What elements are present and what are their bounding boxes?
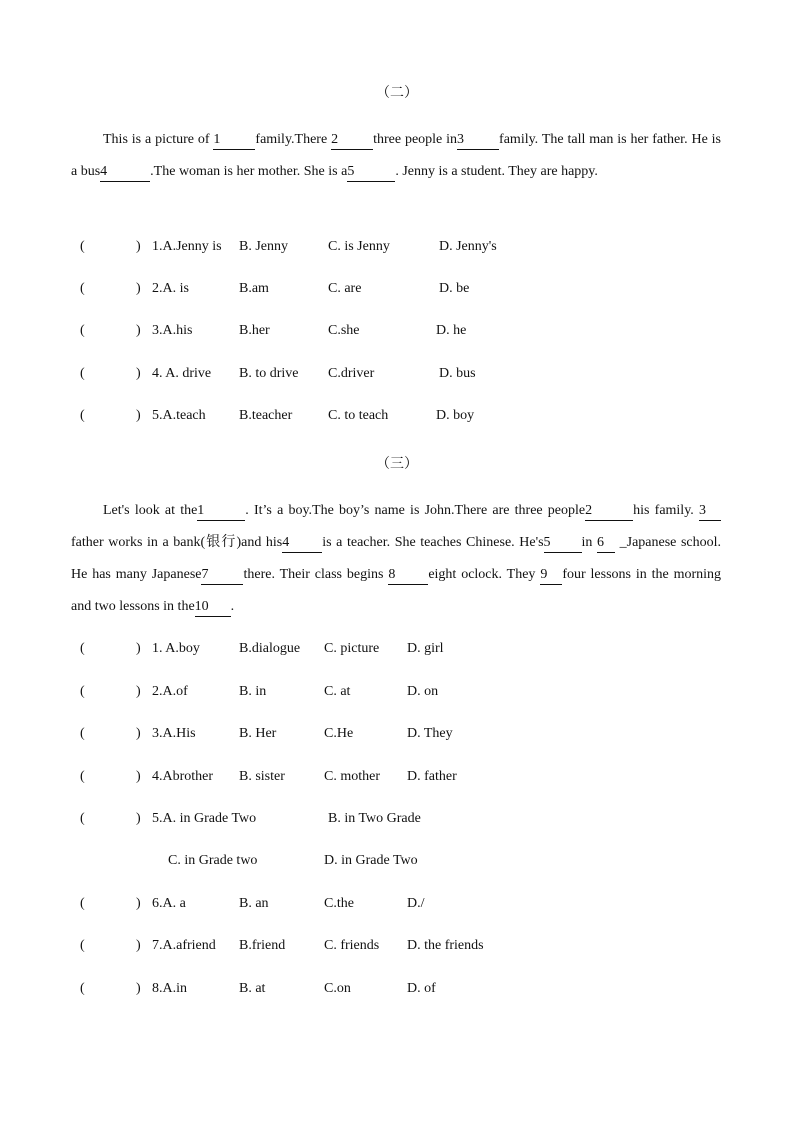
option-c: C. picture xyxy=(324,641,380,656)
answer-paren-right: ) xyxy=(136,938,141,953)
passage-text: This is a picture of xyxy=(103,132,210,147)
option-a: 1. A.boy xyxy=(152,641,200,656)
section-2-title: （二） xyxy=(376,86,418,101)
option-d: D. father xyxy=(407,769,457,784)
passage-text: . Jenny is a student. They are happy. xyxy=(395,164,598,179)
answer-paren-left[interactable]: ( xyxy=(80,684,85,699)
option-c: C.He xyxy=(324,726,354,741)
blank-10[interactable]: 10 xyxy=(195,598,231,617)
answer-paren-right: ) xyxy=(136,281,141,296)
option-c: C. to teach xyxy=(328,408,389,423)
option-a: 4.Abrother xyxy=(152,769,214,784)
option-d: D. boy xyxy=(436,408,475,423)
option-d: D. on xyxy=(407,684,439,699)
option-a: 3.A.his xyxy=(152,323,193,338)
option-a: 3.A.His xyxy=(152,726,196,741)
option-a: 1.A.Jenny is xyxy=(152,239,222,254)
option-b: B. in xyxy=(239,684,267,699)
option-a: 4. A. drive xyxy=(152,366,212,381)
option-b: B. at xyxy=(239,981,266,996)
option-b: B.am xyxy=(239,281,269,296)
option-d: D. the friends xyxy=(407,938,484,953)
option-c: C. at xyxy=(324,684,351,699)
answer-paren-right: ) xyxy=(136,684,141,699)
option-b: B. Her xyxy=(239,726,277,741)
answer-paren-left[interactable]: ( xyxy=(80,323,85,338)
option-b: B.her xyxy=(239,323,270,338)
option-b: B.teacher xyxy=(239,408,293,423)
option-d: D. be xyxy=(439,281,470,296)
option-a: 7.A.afriend xyxy=(152,938,216,953)
passage-text: his family. xyxy=(633,503,694,518)
answer-paren-right: ) xyxy=(136,726,141,741)
passage-text: Let's look at the xyxy=(103,503,198,518)
section-2-passage xyxy=(71,124,721,188)
option-c: C. mother xyxy=(324,769,380,784)
option-a: 8.A.in xyxy=(152,981,187,996)
answer-paren-left[interactable]: ( xyxy=(80,726,85,741)
blank-3[interactable]: 3 xyxy=(457,131,499,150)
answer-paren-left[interactable]: ( xyxy=(80,981,85,996)
answer-paren-left[interactable]: ( xyxy=(80,281,85,296)
answer-paren-left[interactable]: ( xyxy=(80,366,85,381)
option-c: C.she xyxy=(328,323,360,338)
passage-text: in xyxy=(581,535,593,550)
option-d: D. he xyxy=(436,323,467,338)
option-a: 5.A. in Grade Two xyxy=(152,811,257,826)
option-d: D. Jenny's xyxy=(439,239,497,254)
passage-text: three people in xyxy=(373,132,458,147)
passage-text: there. Their class begins xyxy=(243,567,384,582)
answer-paren-left[interactable]: ( xyxy=(80,641,85,656)
passage-text: . xyxy=(230,599,235,614)
option-d: D. bus xyxy=(439,366,476,381)
answer-paren-right: ) xyxy=(136,896,141,911)
answer-paren-left[interactable]: ( xyxy=(80,769,85,784)
option-c: C.driver xyxy=(328,366,375,381)
passage-text: family.There xyxy=(255,132,328,147)
passage-text: _Japanese school. He has many Japanese xyxy=(71,535,722,582)
blank-7[interactable]: 7 xyxy=(201,566,243,585)
option-c: C. is Jenny xyxy=(328,239,390,254)
passage-text: is a teacher. She teaches Chinese. He's xyxy=(322,535,544,550)
answer-paren-right: ) xyxy=(136,408,141,423)
passage-text: father works in a bank(银行)and his xyxy=(71,535,283,550)
option-d: D. They xyxy=(407,726,453,741)
option-b: B. in Two Grade xyxy=(328,811,421,826)
option-c: C.the xyxy=(324,896,354,911)
answer-paren-left[interactable]: ( xyxy=(80,239,85,254)
option-a: 2.A.of xyxy=(152,684,188,699)
section-3-title: （三） xyxy=(376,457,418,472)
answer-paren-right: ) xyxy=(136,323,141,338)
answer-paren-left[interactable]: ( xyxy=(80,811,85,826)
blank-9[interactable]: 9 xyxy=(540,566,562,585)
answer-paren-right: ) xyxy=(136,811,141,826)
answer-paren-left[interactable]: ( xyxy=(80,938,85,953)
blank-2[interactable]: 2 xyxy=(331,131,373,150)
option-c: C. in Grade two xyxy=(168,853,258,868)
option-d: D./ xyxy=(407,896,425,911)
answer-paren-right: ) xyxy=(136,366,141,381)
blank-4[interactable]: 4 xyxy=(282,534,322,553)
option-b: B.dialogue xyxy=(239,641,301,656)
blank-8[interactable]: 8 xyxy=(388,566,428,585)
option-c: C. are xyxy=(328,281,362,296)
option-a: 5.A.teach xyxy=(152,408,206,423)
option-b: B. Jenny xyxy=(239,239,288,254)
blank-1[interactable]: 1 xyxy=(213,131,255,150)
option-c: C. friends xyxy=(324,938,380,953)
option-a: 6.A. a xyxy=(152,896,186,911)
blank-4[interactable]: 4 xyxy=(100,163,150,182)
answer-paren-right: ) xyxy=(136,981,141,996)
option-d: D. girl xyxy=(407,641,444,656)
answer-paren-left[interactable]: ( xyxy=(80,896,85,911)
passage-text: family. The tall man is her father. He is a bus xyxy=(71,132,722,179)
passage-text: four lessons in the morning and two lessons in the xyxy=(71,567,722,614)
option-b: B. sister xyxy=(239,769,285,784)
option-c: C.on xyxy=(324,981,351,996)
blank-1[interactable]: 1 xyxy=(197,502,245,521)
option-b: B. an xyxy=(239,896,269,911)
passage-text: . It’s a boy.The boy’s name is John.There are three people xyxy=(245,503,586,518)
passage-text: .The woman is her mother. She is a xyxy=(150,164,348,179)
option-b: B. to drive xyxy=(239,366,299,381)
option-d: D. in Grade Two xyxy=(324,853,418,868)
option-b: B.friend xyxy=(239,938,286,953)
option-d: D. of xyxy=(407,981,436,996)
section-3-passage xyxy=(71,495,721,623)
blank-2[interactable]: 2 xyxy=(585,502,633,521)
blank-3[interactable]: 3 xyxy=(699,502,721,521)
answer-paren-left[interactable]: ( xyxy=(80,408,85,423)
option-a: 2.A. is xyxy=(152,281,189,296)
blank-5[interactable]: 5 xyxy=(347,163,395,182)
answer-paren-right: ) xyxy=(136,239,141,254)
answer-paren-right: ) xyxy=(136,769,141,784)
blank-5[interactable]: 5 xyxy=(544,534,582,553)
passage-text: eight oclock. They xyxy=(428,567,536,582)
answer-paren-right: ) xyxy=(136,641,141,656)
blank-6[interactable]: 6 xyxy=(597,534,615,553)
